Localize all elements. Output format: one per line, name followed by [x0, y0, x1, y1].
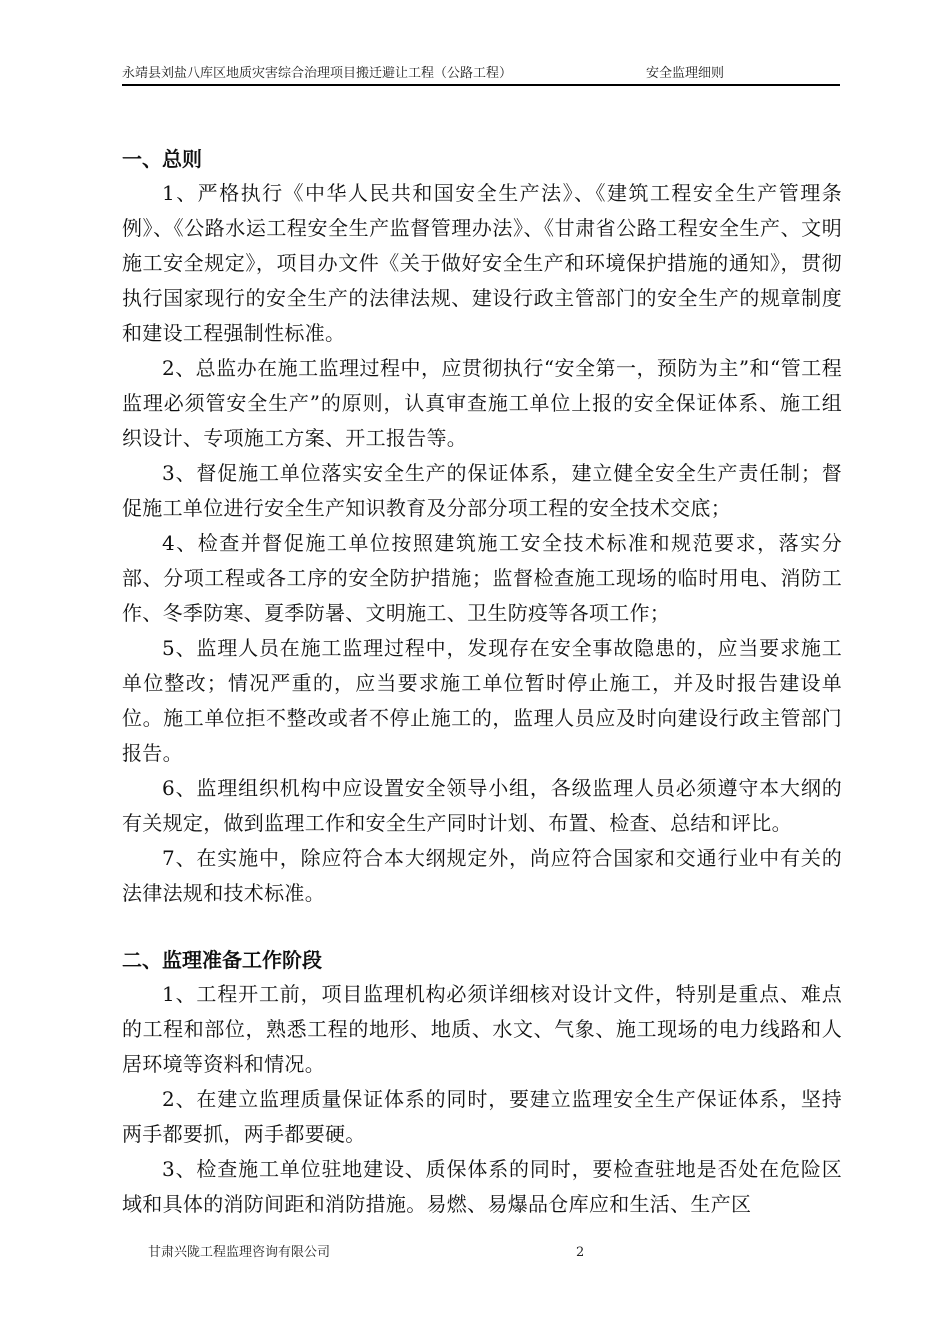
- header-divider: [122, 84, 840, 86]
- page-header: [122, 64, 840, 84]
- paragraph: 4、检查并督促施工单位按照建筑施工安全技术标准和规范要求，落实分部、分项工程或各工序的安全防护措施；监督检查施工现场的临时用电、消防工作、冬季防寒、夏季防暑、文明施工、卫生防疫等各项工作；: [122, 531, 842, 625]
- document-body: [122, 142, 842, 1222]
- paragraph: 1、严格执行《中华人民共和国安全生产法》、《建筑工程安全生产管理条例》、《公路水运工程安全生产监督管理办法》、《甘肃省公路工程安全生产、文明施工安全规定》，项目办文件《关于做好安全生产和环境保护措施的通知》，贯彻执行国家现行的安全生产的法律法规、建设行政主管部门的安全生产的规章制度和建设工程强制性标准。: [122, 181, 842, 345]
- paragraph: 5、监理人员在施工监理过程中，发现存在安全事故隐患的，应当要求施工单位整改；情况严重的，应当要求施工单位暂时停止施工，并及时报告建设单位。施工单位拒不整改或者不停止施工的，监理人员应及时向建设行政主管部门报告。: [122, 636, 842, 765]
- paragraph: 1、工程开工前，项目监理机构必须详细核对设计文件，特别是重点、难点的工程和部位，熟悉工程的地形、地质、水文、气象、施工现场的电力线路和人居环境等资料和情况。: [122, 982, 842, 1076]
- section-preparation: [122, 943, 842, 1222]
- paragraph: 3、督促施工单位落实安全生产的保证体系，建立健全安全生产责任制；督促施工单位进行安全生产知识教育及分部分项工程的安全技术交底；: [122, 461, 842, 520]
- footer-company-name: 甘肃兴陇工程监理咨询有限公司: [148, 1245, 331, 1260]
- section-heading: 一、总则: [122, 147, 202, 171]
- paragraph: 3、检查施工单位驻地建设、质保体系的同时，要检查驻地是否处在危险区域和具体的消防间距和消防措施。易燃、易爆品仓库应和生活、生产区: [122, 1157, 842, 1216]
- header-project-title: 永靖县刘盐八库区地质灾害综合治理项目搬迁避让工程（公路工程）: [122, 66, 513, 81]
- section-general: [122, 142, 842, 911]
- header-document-name: 安全监理细则: [646, 66, 725, 81]
- paragraph: 2、总监办在施工监理过程中，应贯彻执行“安全第一，预防为主”和“管工程监理必须管安全生产”的原则，认真审查施工单位上报的安全保证体系、施工组织设计、专项施工方案、开工报告等。: [122, 356, 842, 450]
- paragraph: 2、在建立监理质量保证体系的同时，要建立监理安全生产保证体系，坚持两手都要抓，两手都要硬。: [122, 1087, 842, 1146]
- page-number: 2: [576, 1245, 585, 1260]
- paragraph: 6、监理组织机构中应设置安全领导小组，各级监理人员必须遵守本大纲的有关规定，做到监理工作和安全生产同时计划、布置、检查、总结和评比。: [122, 776, 842, 835]
- page-footer: [148, 1243, 840, 1263]
- section-spacer: [122, 911, 842, 943]
- section-heading: 二、监理准备工作阶段: [122, 948, 322, 972]
- paragraph: 7、在实施中，除应符合本大纲规定外，尚应符合国家和交通行业中有关的法律法规和技术标准。: [122, 846, 842, 905]
